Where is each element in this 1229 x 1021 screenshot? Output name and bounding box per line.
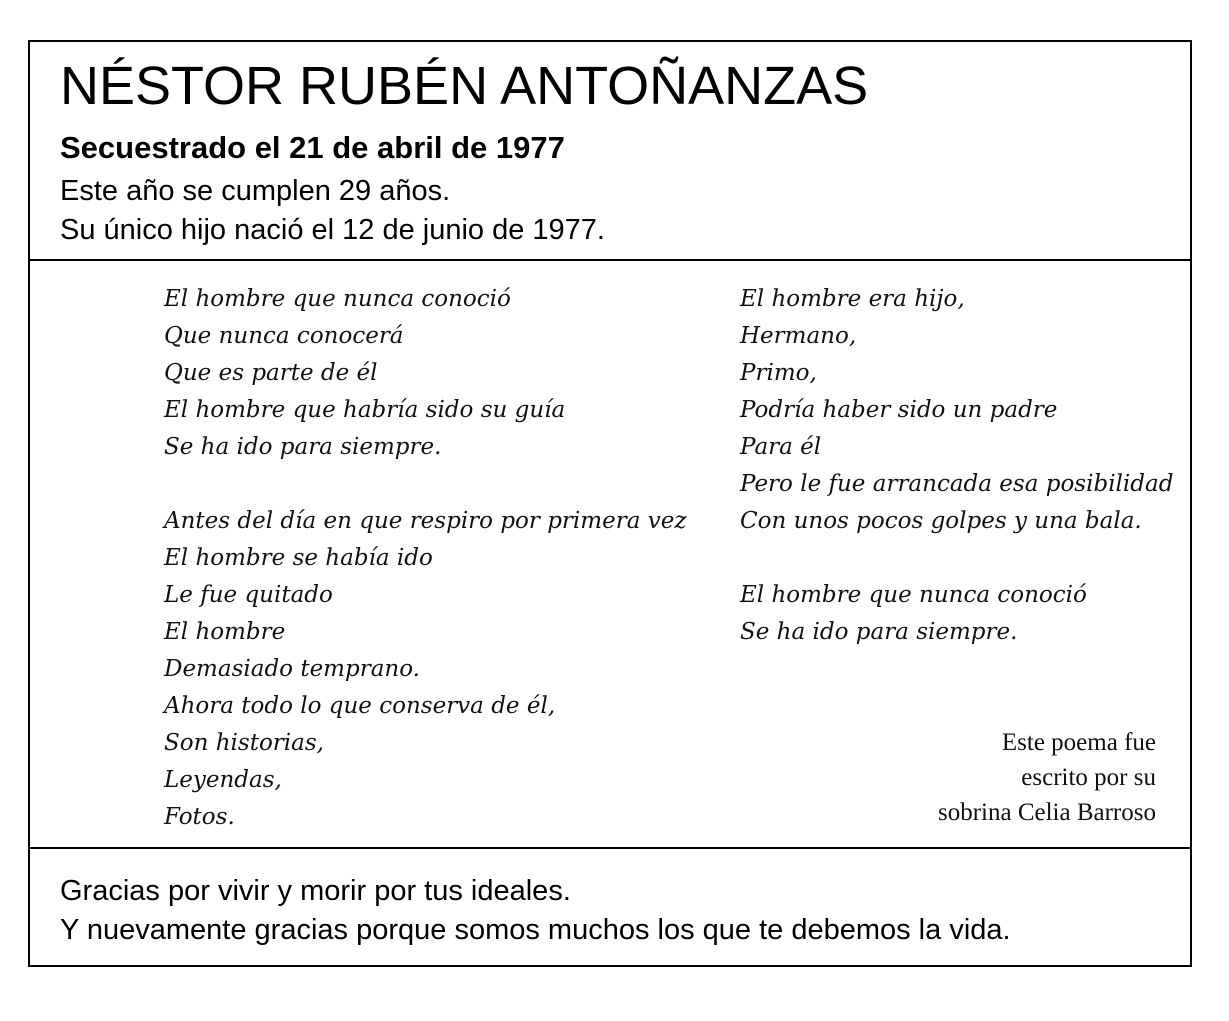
poem-line: Primo,: [740, 360, 817, 386]
poem-line: Con unos pocos golpes y una bala.: [740, 508, 1142, 534]
poem-left-column: [164, 281, 686, 836]
poem-line: El hombre que nunca conoció: [740, 582, 1087, 608]
son-birth-line: Su único hijo nació el 12 de junio de 1977.: [60, 214, 605, 246]
stanza-break: [740, 540, 1173, 577]
poem-line: Leyendas,: [164, 767, 282, 793]
poem-line: Ahora todo lo que conserva de él,: [164, 693, 556, 719]
poem-line: Que nunca conocerá: [164, 323, 404, 349]
notice-footer: [30, 849, 1190, 965]
poem-line: El hombre se había ido: [164, 545, 433, 571]
poem-line: Demasiado temprano.: [164, 656, 420, 682]
poem-line: El hombre que nunca conoció: [164, 286, 511, 312]
poem-line: Antes del día en que respiro por primera vez: [164, 508, 687, 534]
kidnapping-date: Secuestrado el 21 de abril de 1977: [60, 130, 565, 165]
thanks-line: Gracias por vivir y morir por tus ideales.: [60, 875, 571, 907]
poem-line: El hombre: [164, 619, 286, 645]
credit-line: escrito por su: [1021, 764, 1156, 791]
poem-line: Que es parte de él: [164, 360, 378, 386]
person-name: NÉSTOR RUBÉN ANTOÑANZAS: [60, 56, 869, 116]
poem-line: Son historias,: [164, 730, 324, 756]
notice-header: [30, 42, 1190, 261]
credit-line: Este poema fue: [1001, 729, 1156, 756]
credit-line: sobrina Celia Barroso: [937, 799, 1156, 826]
memorial-notice: [28, 40, 1192, 967]
poem-section: [30, 261, 1190, 849]
poem-line: Para él: [740, 434, 822, 460]
poem-line: Fotos.: [164, 804, 235, 830]
poem-right-column: [740, 281, 1173, 651]
years-line: Este año se cumplen 29 años.: [60, 175, 451, 207]
poem-credit: [938, 725, 1156, 830]
poem-line: Le fue quitado: [164, 582, 333, 608]
thanks-line: Y nuevamente gracias porque somos muchos los que te debemos la vida.: [60, 914, 1011, 946]
poem-line: El hombre era hijo,: [740, 286, 965, 312]
poem-line: Podría haber sido un padre: [740, 397, 1058, 423]
poem-line: Hermano,: [740, 323, 857, 349]
stanza-break: [164, 466, 686, 503]
poem-line: El hombre que habría sido su guía: [164, 397, 566, 423]
poem-line: Pero le fue arrancada esa posibilidad: [740, 471, 1174, 497]
poem-line: Se ha ido para siempre.: [164, 434, 442, 460]
poem-line: Se ha ido para siempre.: [740, 619, 1018, 645]
